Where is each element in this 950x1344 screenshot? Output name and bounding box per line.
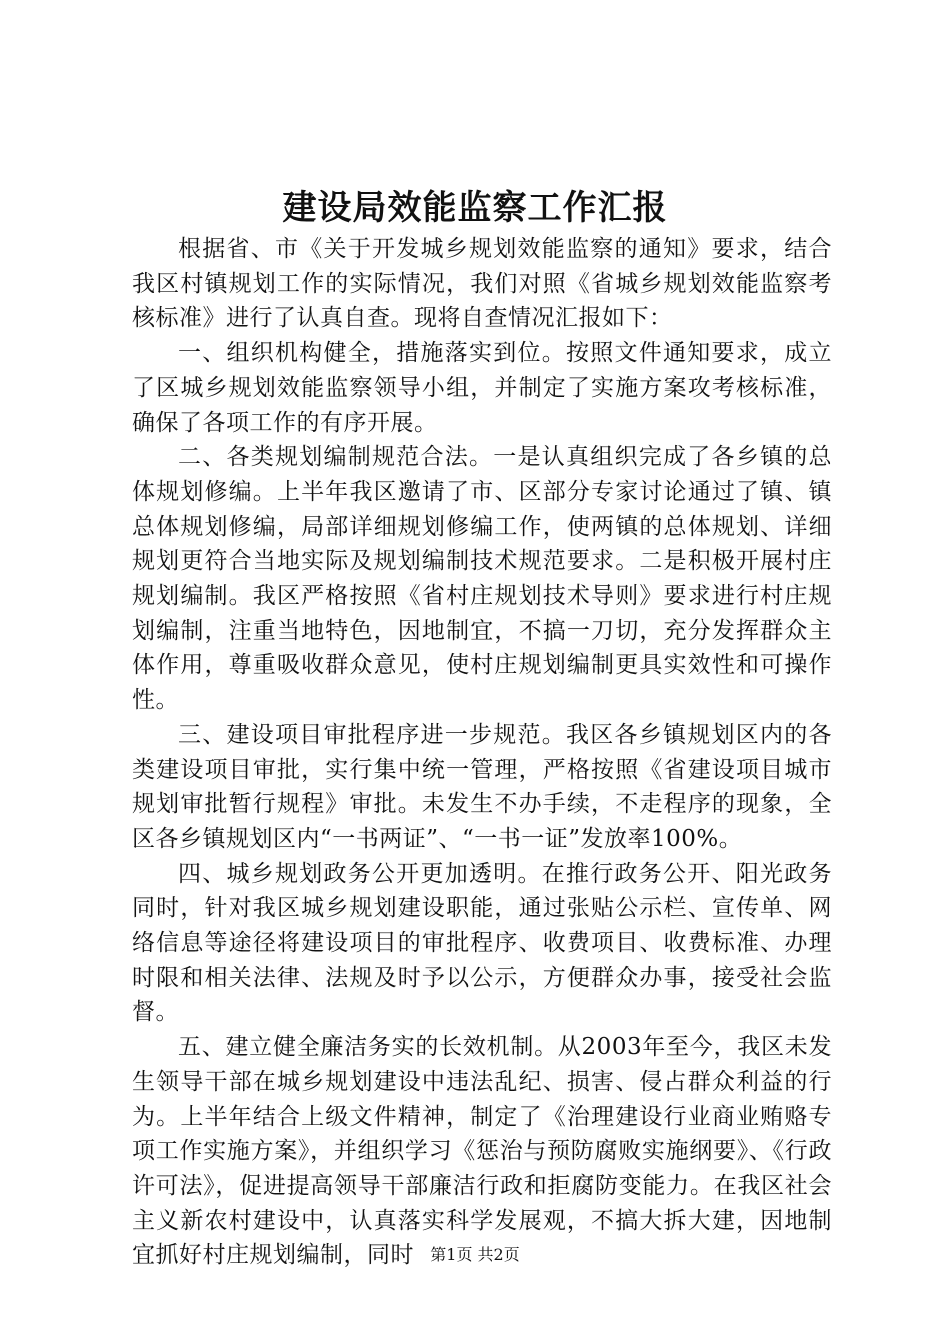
page-footer: 第1页 共2页 [430, 1245, 520, 1264]
paragraph-section-2: 二、各类规划编制规范合法。一是认真组织完成了各乡镇的总体规划修编。上半年我区邀请了市、区部分专家讨论通过了镇、镇总体规划修编，局部详细规划修编工作，使两镇的总体规划、详细规划更符合当地实际及规划编制技术规范要求。二是积极开展村庄规划编制。我区严格按照《省村庄规划技术导则》要求进行村庄规划编制，注重当地特色，因地制宜，不搞一刀切，充分发挥群众主体作用，尊重吸收群众意见，使村庄规划编制更具实效性和可操作性。 [132, 444, 832, 714]
paragraph-section-1: 一、组织机构健全，措施落实到位。按照文件通知要求，成立了区城乡规划效能监察领导小组，并制定了实施方案攻考核标准，确保了各项工作的有序开展。 [132, 340, 832, 436]
paragraph-intro: 根据省、市《关于开发城乡规划效能监察的通知》要求，结合我区村镇规划工作的实际情况，我们对照《省城乡规划效能监察考核标准》进行了认真自查。现将自查情况汇报如下： [132, 236, 832, 332]
paragraph-section-3: 三、建设项目审批程序进一步规范。我区各乡镇规划区内的各类建设项目审批，实行集中统一管理，严格按照《省建设项目城市规划审批暂行规程》审批。未发生不办手续，不走程序的现象，全区各乡镇规划区内“一书两证”、“一书一证”发放率100%。 [132, 721, 832, 852]
paragraph-section-5: 五、建立健全廉洁务实的长效机制。从2003年至今，我区未发生领导干部在城乡规划建设中违法乱纪、损害、侵占群众利益的行为。上半年结合上级文件精神，制定了《治理建设行业商业贿赂专项工作实施方案》，并组织学习《惩治与预防腐败实施纲要》、《行政许可法》，促进提高领导干部廉洁行政和拒腐防变能力。在我区社会主义新农村建设中，认真落实科学发展观，不搞大拆大建，因地制宜抓好村庄规划编制，同时 [132, 1034, 832, 1269]
document-body [132, 232, 832, 1273]
paragraph-section-4: 四、城乡规划政务公开更加透明。在推行政务公开、阳光政务同时，针对我区城乡规划建设职能，通过张贴公示栏、宣传单、网络信息等途径将建设项目的审批程序、收费项目、收费标准、办理时限和相关法律、法规及时予以公示，方便群众办事，接受社会监督。 [132, 860, 832, 1026]
document-title: 建设局效能监察工作汇报 [282, 188, 668, 228]
